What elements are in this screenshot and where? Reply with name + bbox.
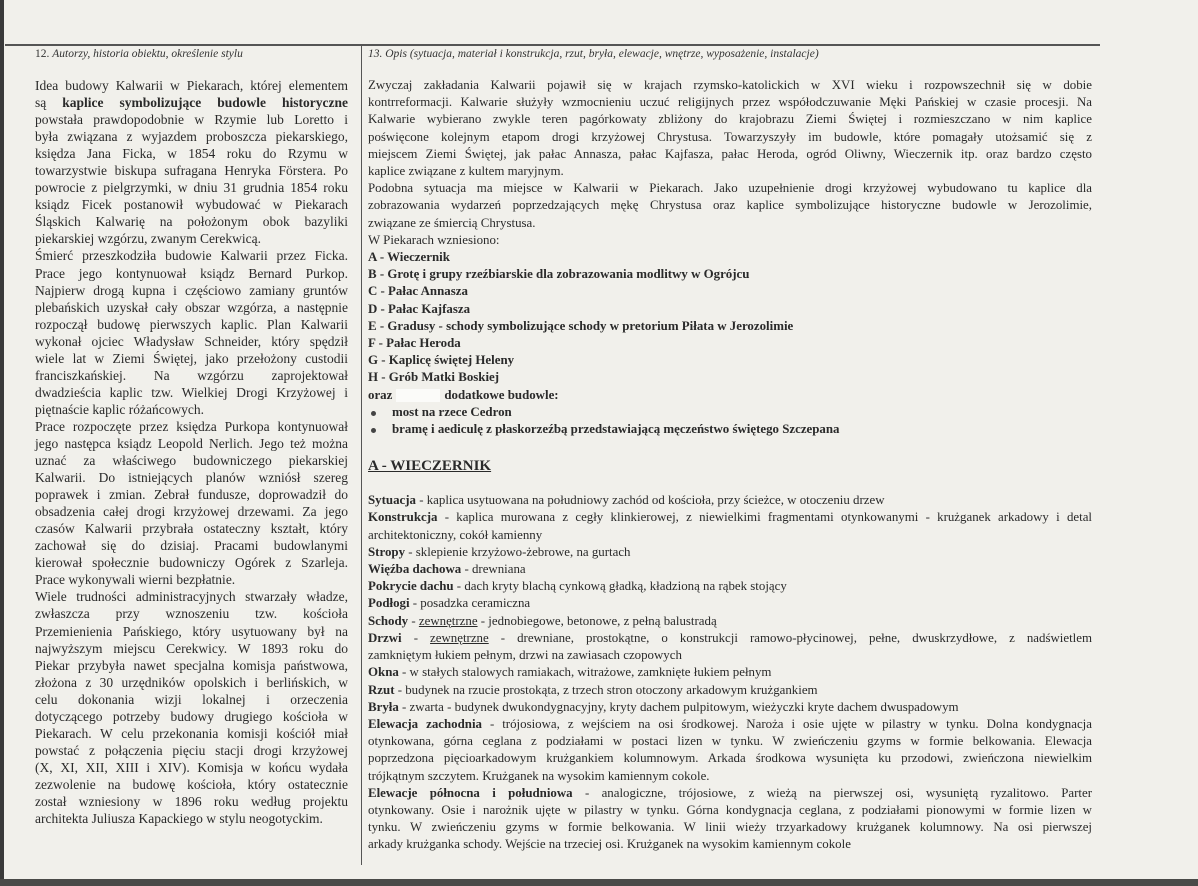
text-line (368, 527, 1092, 544)
text-line (368, 716, 1092, 733)
paragraph (368, 716, 1092, 785)
text-run: była związana z wyjazdem proboszcza piekarskiego, (35, 129, 348, 145)
bullet-icon (371, 411, 376, 416)
text-line (35, 145, 348, 162)
text-line (35, 316, 348, 333)
bold-label: Więźba dachowa (368, 562, 462, 577)
text-run: najwyższym miejscu Cerekwicy. W 1893 roku do (35, 640, 348, 656)
text-run: - (408, 613, 419, 628)
text-run: powrocie z pielgrzymki, w dniu 31 grudnia 1854 roku (35, 180, 348, 196)
text-run: - kaplica usytuowana na południowy zachód od kościoła, przy ścieżce, w otoczeniu drzew (415, 493, 885, 508)
text-run: otynkowany. Osie i narożnik ujęte w pilastry w tynku. Górna kondygnacja ceglana, z podziałami pionowymi w formie lizen w (368, 802, 1092, 817)
text-line (368, 802, 1092, 819)
text-run: oraz (368, 387, 393, 402)
text-run: - dach kryty blachą cynkową gładką, kładzioną na rąbek stojący (453, 579, 787, 594)
text-line (368, 146, 1092, 163)
bullet-item (368, 404, 1092, 421)
text-line (35, 520, 348, 537)
text-run: Prace rozpoczęte przez księdza Purkopa kontynuował (35, 418, 348, 434)
text-line (368, 733, 1092, 750)
text-run: zobrazowania wydarzeń poprzedzających mękę Chrystusa oraz kaplice symbolizujące historyczne budowle w Jerozolimie, (368, 198, 1092, 213)
bold-label: Pokrycie dachu (368, 579, 454, 594)
text-line (368, 111, 1092, 128)
text-run: uznać za właściwego budowniczego piekarskiej (35, 453, 348, 469)
text-run: - drewniana (461, 562, 526, 577)
text-run: most na rzece Cedron (392, 404, 512, 419)
text-line (35, 213, 348, 230)
text-run: - zwarta - budynek dwukondygnacyjny, kryty dachem pulpitowym, wieżyczki kryte dachem dwuspadowym (398, 699, 959, 714)
text-line (368, 387, 1092, 404)
text-line (35, 810, 348, 827)
text-run: D - Pałac Kajfasza (368, 301, 471, 316)
paragraph (368, 180, 1092, 232)
text-line (35, 367, 348, 384)
text-run: zamkniętym łukiem pełnym, drzwi na zawiasach czopowych (368, 648, 682, 663)
text-run: został wzniesiony w 1896 roku według projektu (35, 793, 348, 809)
text-run: A - Wieczernik (368, 250, 450, 265)
text-line (368, 492, 1092, 509)
text-line (35, 691, 348, 708)
list-item (368, 387, 1092, 404)
text-line (35, 469, 348, 486)
text-line (368, 369, 1092, 386)
list-item (368, 301, 1092, 318)
bold-label: Drzwi (368, 630, 402, 645)
paragraph (35, 418, 348, 588)
text-line (368, 318, 1092, 335)
text-run: bramę i aediculę z płaskorzeźbą przedstawiającą męczeństwo świętego Szczepana (392, 422, 840, 437)
paragraph (368, 509, 1092, 543)
text-line (35, 674, 348, 691)
paragraph (368, 630, 1092, 664)
text-run: wykonał ojciec Władysław Schneider, który spędził (35, 333, 348, 349)
text-run: A - WIECZERNIK (368, 458, 492, 475)
text-line (368, 699, 1092, 716)
history-column (35, 77, 348, 827)
text-run: (X, XI, XII, XIII i XIV). Komisja w końcu wydała (35, 759, 348, 775)
text-line (368, 129, 1092, 146)
text-run: Wiele trudności administracyjnych stwarzały władze, (35, 589, 348, 605)
text-run: czasów Kalwarii przybrała ostateczny kształt, który (35, 521, 348, 537)
list-item (368, 318, 1092, 335)
text-line (368, 163, 1092, 180)
text-run: arkady krużganka schody. Wejście na trzeciej osi. Krużganek na wysokim kamiennym cokole (368, 837, 851, 852)
text-line (368, 94, 1092, 111)
list-item (368, 369, 1092, 386)
text-run: - kaplica murowana z cegły klinkierowej, z niewielkimi fragmentami otynkowanymi - krużganek arkadowy i detal (437, 510, 1092, 525)
bold-label: Stropy (368, 544, 406, 559)
text-run: Najpierw drogą kupna i częściowo zamiany gruntów (35, 282, 348, 298)
text-line (35, 94, 348, 111)
text-line (368, 836, 1092, 853)
text-run: zachował się do dzisiaj. Pracami budowlanymi (35, 538, 348, 554)
text-line (368, 682, 1092, 699)
text-run: kaplice związane z kultem maryjnym. (368, 164, 564, 179)
text-line (368, 249, 1092, 266)
text-line (35, 554, 348, 571)
text-line (35, 435, 348, 452)
paragraph (368, 232, 1092, 249)
list-item (368, 283, 1092, 300)
text-line (35, 537, 348, 554)
scan-edge-left (0, 0, 4, 886)
bold-label: Okna (368, 665, 399, 680)
paragraph (368, 664, 1092, 681)
text-run: Piekar przybyła nawet specjalna komisja państwowa, (35, 657, 348, 673)
text-run: piekarskiej wzgórzu, zwanym Cerekwicą. (35, 231, 262, 247)
text-run: - trójosiowa, z wejściem na osi środkowej. Naroża i osie ujęte w pilastry w tynku. Dolna kondygnacja (481, 716, 1092, 731)
text-run: Śląskich Kalwarię na położonym obok bazyliki (35, 214, 348, 230)
paragraph (368, 613, 1092, 630)
text-run: rozpoczął budowę pierwszych kaplic. Plan Kalwarii (35, 316, 348, 332)
text-line (35, 418, 348, 435)
text-line (368, 544, 1092, 561)
text-run: Piekarach. W celu przekonania komisji kościół miał (35, 725, 348, 741)
text-line (35, 623, 348, 640)
bold-label: Sytuacja (368, 493, 416, 508)
paragraph (35, 77, 348, 247)
text-line (35, 742, 348, 759)
text-run: dodatkowe budowle: (444, 387, 559, 402)
text-line (368, 595, 1092, 612)
text-run: kontrreformacji. Kalwarie służyły wzmocnieniu uczuć religijnych przez współodczuwanie Męki Pańskiej w czasie procesji. Na (368, 95, 1092, 110)
text-run: - (401, 630, 431, 645)
text-line (35, 162, 348, 179)
text-run: trójkątnym szczytem. Krużganek na wysokim kamiennym cokole. (368, 768, 710, 783)
text-run: Kalwarie wybierano zwykle teren pagórkowaty zbliżony do krajobrazu Ziemi Świętej i rozmieszczano w nim kaplice (368, 112, 1092, 127)
text-line (35, 571, 348, 588)
text-line (368, 77, 1092, 94)
text-run: poświęcone kolejnym etapom drogi krzyżowej Chrystusa. Towarzyszyły im budowle, które pomagały utożsamić się z (368, 129, 1092, 144)
text-run: H - Grób Matki Boskiej (368, 370, 500, 385)
text-run: franciszkańskiej. Na wzgórzu zaprojektował (35, 367, 348, 383)
text-run: tynku. W zwieńczeniu gzyms w formie belkowania. W linii wieży trzyarkadowy krużganek kolumnowy. Na osi pierwszej (368, 820, 1092, 835)
text-line (368, 561, 1092, 578)
text-line (35, 265, 348, 282)
text-line (35, 759, 348, 776)
section-heading (368, 456, 1092, 476)
bold-label: kaplice symbolizujące budowle historyczne (62, 95, 348, 111)
section-title: Opis (sytuacja, materiał i konstrukcja, rzut, bryła, elewacje, wnętrze, wyposażenie, instalacje) (385, 48, 819, 60)
text-run: są (35, 95, 63, 111)
paragraph (35, 247, 348, 417)
text-line (392, 421, 1092, 438)
text-line (35, 384, 348, 401)
text-line (35, 282, 348, 299)
text-line (368, 456, 1092, 476)
paragraph (368, 578, 1092, 595)
text-run: G - Kaplicę świętej Heleny (368, 353, 515, 368)
paragraph (368, 699, 1092, 716)
underlined-text: zewnętrzne (430, 630, 489, 645)
redaction-patch (396, 389, 440, 402)
text-line (35, 247, 348, 264)
text-line (35, 605, 348, 622)
text-run: - drewniane, prostokątne, o konstrukcji ramowo-płycinowej, pełne, dwuskrzydłowe, z nadświetlem (488, 630, 1092, 645)
paragraph (368, 785, 1092, 854)
text-line (368, 215, 1092, 232)
text-line (368, 578, 1092, 595)
text-run: E - Gradusy - schody symbolizujące schody w pretorium Piłata w Jerozolimie (368, 318, 794, 333)
text-run: powstała prawdopodobnie w Rzymie lub Loretto i (35, 112, 348, 128)
text-line (35, 657, 348, 674)
bullet-item (368, 421, 1092, 438)
text-run: F - Pałac Heroda (368, 336, 461, 351)
section-13-header (368, 46, 819, 62)
text-run: Prace jego kontynuował ksiądz Bernard Purkop. (35, 265, 348, 281)
text-run: dwadzieścia kaplic tzw. Wielkiej Drogi Krzyżowej i (35, 384, 348, 400)
text-run: Zwyczaj zakładania Kalwarii pojawił się w krajach rzymsko-katolickich w XVI wieku i rozpowszechnił się w dobie (368, 78, 1092, 92)
section-number: 13. (368, 48, 383, 60)
text-line (35, 299, 348, 316)
text-line (368, 335, 1092, 352)
text-line (35, 452, 348, 469)
bold-label: Elewacje północna i południowa (368, 785, 573, 800)
text-line (368, 232, 1092, 249)
text-line (35, 350, 348, 367)
text-line (35, 196, 348, 213)
text-line (368, 266, 1092, 283)
list-item (368, 335, 1092, 352)
text-run: kierował społecznie budowniczy Ogórek z Szarleja. (35, 555, 348, 571)
bold-label: Podłogi (368, 596, 410, 611)
text-run: - w stałych stalowych ramiakach, witrażowe, zamknięte łukiem pełnym (398, 665, 772, 680)
text-run: złożona z 30 urzędników opolskich i berlińskich, w (35, 674, 348, 690)
text-line (368, 352, 1092, 369)
paragraph (35, 588, 348, 827)
description-column (368, 77, 1092, 854)
paragraph (368, 492, 1092, 509)
text-run: plebańskich uzyskał cały obszar wzgórza, a następnie (35, 299, 348, 315)
text-line (368, 768, 1092, 785)
text-line (368, 819, 1092, 836)
text-run: Idea budowy Kalwarii w Piekarach, której elementem (35, 78, 348, 93)
text-line (35, 401, 348, 418)
text-line (35, 640, 348, 657)
text-run: Przemienienia Pańskiego, który usytuowany był na (35, 623, 348, 639)
text-run: otynkowana, górna ceglana z podziałami w postaci lizen w tynku. W zwieńczeniu gzyms w formie belkowania. Elewacja (368, 734, 1092, 749)
text-line (35, 77, 348, 94)
text-line (35, 128, 348, 145)
bold-label: Elewacja zachodnia (368, 716, 482, 731)
text-run: poprawek i zmian. Zebrał fundusze, doprowadził do (35, 487, 348, 503)
text-run: piętnaście kaplic różańcowych. (35, 401, 205, 417)
text-line (35, 588, 348, 605)
text-run: miejscem Ziemi Świętej, jak pałac Annasza, pałac Kajfasza, pałac Heroda, ogród Oliwny, Wieczernik itp. oraz bardzo często (368, 146, 1092, 161)
text-line (368, 785, 1092, 802)
text-line (35, 793, 348, 810)
bold-label: Konstrukcja (368, 510, 438, 525)
text-run: księdza Jana Ficka, w 1854 roku do Rzymu w (35, 146, 348, 162)
text-run: Prace wykonywali wierni bezpłatnie. (35, 572, 236, 588)
text-run: W Piekarach wzniesiono: (368, 232, 500, 247)
text-run: - posadzka ceramiczna (409, 596, 531, 611)
text-line (35, 230, 348, 247)
text-line (368, 197, 1092, 214)
text-line (35, 486, 348, 503)
text-line (35, 179, 348, 196)
text-line (368, 664, 1092, 681)
scan-edge-bottom (0, 879, 1198, 886)
text-line (368, 180, 1092, 197)
text-line (35, 333, 348, 350)
text-run: Śmierć przeszkodziła budowie Kalwarii przez Ficka. (35, 248, 348, 264)
text-run: poprzedzona pięcioarkadowym krużgankiem kolumnowym. Arkada środkowa wysunięta ku przodowi, zwieńczona niewielkim (368, 751, 1092, 766)
text-line (368, 647, 1092, 664)
list-item (368, 266, 1092, 283)
text-run: ksiądz Ficek postanowił wybudować w Piekarach (35, 197, 348, 213)
text-line (368, 630, 1092, 647)
text-run: architekta Juliusza Kapackiego w stylu neogotyckim. (35, 811, 323, 827)
text-run: związane ze śmiercią Chrystusa. (368, 215, 536, 230)
bold-label: Rzut (368, 682, 395, 697)
section-title: Autorzy, historia obiektu, określenie stylu (52, 48, 243, 60)
text-run: - budynek na rzucie prostokąta, z trzech stron otoczony arkadowym krużgankiem (394, 682, 818, 697)
text-run: wiele lat w Ziemi Świętej, jako przełożony custodii (35, 350, 348, 366)
text-line (35, 708, 348, 725)
text-run: powstać z połączenia pięciu stacji drogi krzyżowej (35, 742, 348, 758)
text-line (368, 301, 1092, 318)
bullet-icon (371, 428, 376, 433)
paragraph (368, 682, 1092, 699)
column-divider (361, 45, 362, 865)
text-run: architektoniczny, cokół kamienny (368, 527, 543, 542)
text-run: - sklepienie krzyżowo-żebrowe, na gurtach (405, 544, 631, 559)
list-item (368, 352, 1092, 369)
text-run: zezwolenie na budowę kościoła, który ostatecznie (35, 776, 348, 792)
text-line (368, 509, 1092, 526)
text-line (35, 503, 348, 520)
text-run: B - Grotę i grupy rzeźbiarskie dla zobrazowania modlitwy w Ogrójcu (368, 267, 750, 282)
text-line (368, 613, 1092, 630)
text-line (35, 725, 348, 742)
text-run: C - Pałac Annasza (368, 284, 468, 299)
bold-label: Schody (368, 613, 409, 628)
paragraph (368, 561, 1092, 578)
text-run: obsadzenia całej drogi krzyżowej drzewami. Za jego (35, 504, 348, 520)
text-line (35, 111, 348, 128)
section-number: 12. (35, 48, 50, 60)
text-run: towarzystwie biskupa sufragana Henryka Förstera. Po (35, 163, 348, 179)
underlined-text: zewnętrzne (418, 613, 478, 628)
text-line (35, 776, 348, 793)
text-run: - analogiczne, trójosiowe, z wieżą na pierwszej osi, wysuniętą ryzalitowo. Parter (572, 785, 1092, 800)
text-run: - jednobiegowe, betonowe, z pełną balustradą (477, 613, 717, 628)
text-run: zwłaszcza przy wznoszeniu tzw. kościoła (35, 606, 348, 622)
paragraph (368, 77, 1092, 180)
text-line (368, 750, 1092, 767)
section-12-header (35, 46, 243, 62)
text-line (392, 404, 1092, 421)
text-run: dotyczącego potrzeby budowy drugiego kościoła w (35, 708, 348, 724)
text-run: Kalwarii. Do istniejących planów wzniósł szereg (35, 470, 348, 486)
list-item (368, 249, 1092, 266)
paragraph (368, 544, 1092, 561)
bold-label: Bryła (368, 699, 399, 714)
text-run: jego następca ksiądz Leopold Nerlich. Jego też można (35, 435, 348, 451)
paragraph (368, 595, 1092, 612)
text-line (368, 283, 1092, 300)
text-run: celu dokonania wizji lokalnej i orzeczenia (35, 691, 348, 707)
text-run: Podobna sytuacja ma miejsce w Kalwarii w Piekarach. Jako uzupełnienie drogi krzyżowej wybudowano tu kaplice dla (368, 181, 1092, 196)
